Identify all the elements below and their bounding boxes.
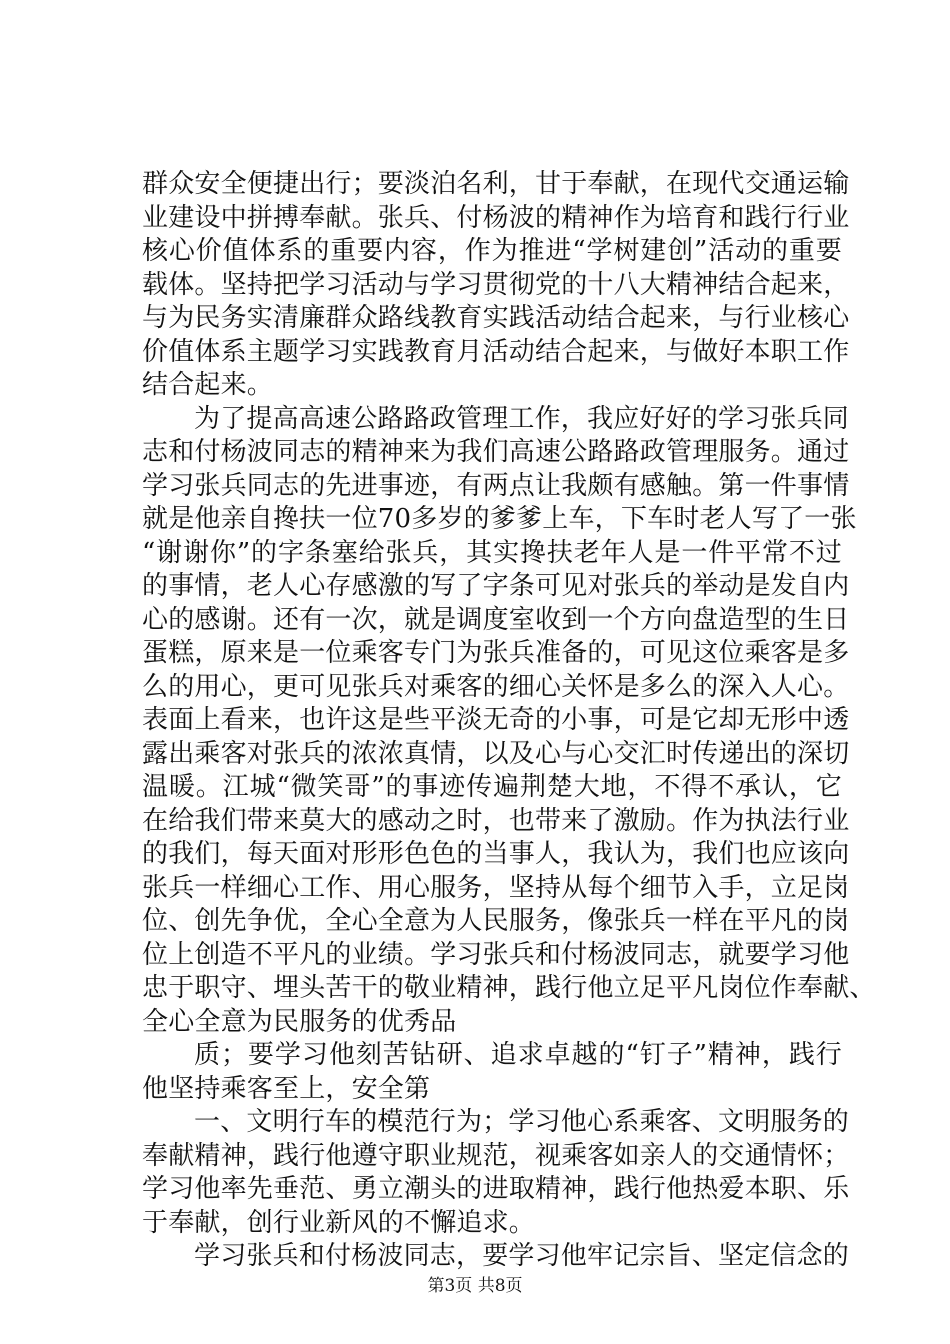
text-line: 位、创先争优，全心全意为人民服务，像张兵一样在平凡的岗: [142, 906, 850, 936]
text-line: 蛋糕，原来是一位乘客专门为张兵准备的，可见这位乘客是多: [142, 638, 850, 668]
text-line: 全心全意为民服务的优秀品: [142, 1006, 457, 1037]
body-text: [142, 168, 876, 1274]
text-line: 的事情，老人心存感激的写了字条可见对张兵的举动是发自内: [142, 571, 850, 601]
text-line: 结合起来。: [142, 370, 274, 400]
text-line: 露出乘客对张兵的浓浓真情，以及心与心交汇时传递出的深切: [142, 738, 850, 769]
text-line: 的我们，每天面对形形色色的当事人，我认为，我们也应该向: [142, 839, 850, 869]
text-line: 与为民务实清廉群众路线教育实践活动结合起来，与行业核心: [142, 303, 850, 333]
page-footer: 第3页 共8页: [427, 1276, 523, 1296]
text-line: 在给我们带来莫大的感动之时，也带来了激励。作为执法行业: [142, 805, 850, 836]
text-line: 核心价值体系的重要内容，作为推进“学树建创”活动的重要: [142, 236, 842, 266]
text-line: 学习他率先垂范、勇立潮头的进取精神，践行他热爱本职、乐: [142, 1174, 850, 1204]
text-line: 温暖。江城“微笑哥”的事迹传遍荆楚大地，不得不承认，它: [142, 772, 842, 802]
text-line: 价值体系主题学习实践教育月活动结合起来，与做好本职工作: [142, 336, 850, 367]
text-line: 奉献精神，践行他遵守职业规范，视乘客如亲人的交通情怀；: [142, 1140, 850, 1171]
text-line: 忠于职守、埋头苦干的敬业精神，践行他立足平凡岗位作奉献、: [142, 973, 876, 1003]
text-line: 他坚持乘客至上，安全第: [142, 1073, 431, 1104]
text-line: 于奉献，创行业新风的不懈追求。: [142, 1207, 536, 1238]
text-line: 就是他亲自搀扶一位70多岁的爹爹上车，下车时老人写了一张: [142, 504, 857, 534]
text-line: 么的用心，更可见张兵对乘客的细心关怀是多么的深入人心。: [142, 671, 850, 702]
text-line: 为了提高高速公路路政管理工作，我应好好的学习张兵同: [194, 403, 850, 434]
text-line: 学习张兵和付杨波同志，要学习他牢记宗旨、坚定信念的: [194, 1241, 850, 1271]
text-line: 业建设中拼搏奉献。张兵、付杨波的精神作为培育和践行行业: [142, 202, 850, 233]
text-line: 位上创造不平凡的业绩。学习张兵和付杨波同志，就要学习他: [142, 939, 850, 970]
text-line: 志和付杨波同志的精神来为我们高速公路路政管理服务。通过: [142, 437, 850, 467]
text-line: 心的感谢。还有一次，就是调度室收到一个方向盘造型的生日: [142, 604, 850, 635]
text-line: 表面上看来，也许这是些平淡无奇的小事，可是它却无形中透: [142, 705, 850, 735]
text-line: 一、文明行车的模范行为；学习他心系乘客、文明服务的: [194, 1107, 850, 1137]
text-line: 载体。坚持把学习活动与学习贯彻党的十八大精神结合起来，: [142, 269, 850, 300]
text-line: 学习张兵同志的先进事迹，有两点让我颇有感触。第一件事情: [142, 470, 850, 501]
text-line: 群众安全便捷出行；要淡泊名利，甘于奉献，在现代交通运输: [142, 169, 850, 199]
text-line: 质；要学习他刻苦钻研、追求卓越的“钉子”精神，践行: [194, 1040, 842, 1070]
text-line: 张兵一样细心工作、用心服务，坚持从每个细节入手，立足岗: [142, 872, 850, 903]
text-line: “谢谢你”的字条塞给张兵，其实搀扶老年人是一件平常不过: [142, 537, 842, 568]
